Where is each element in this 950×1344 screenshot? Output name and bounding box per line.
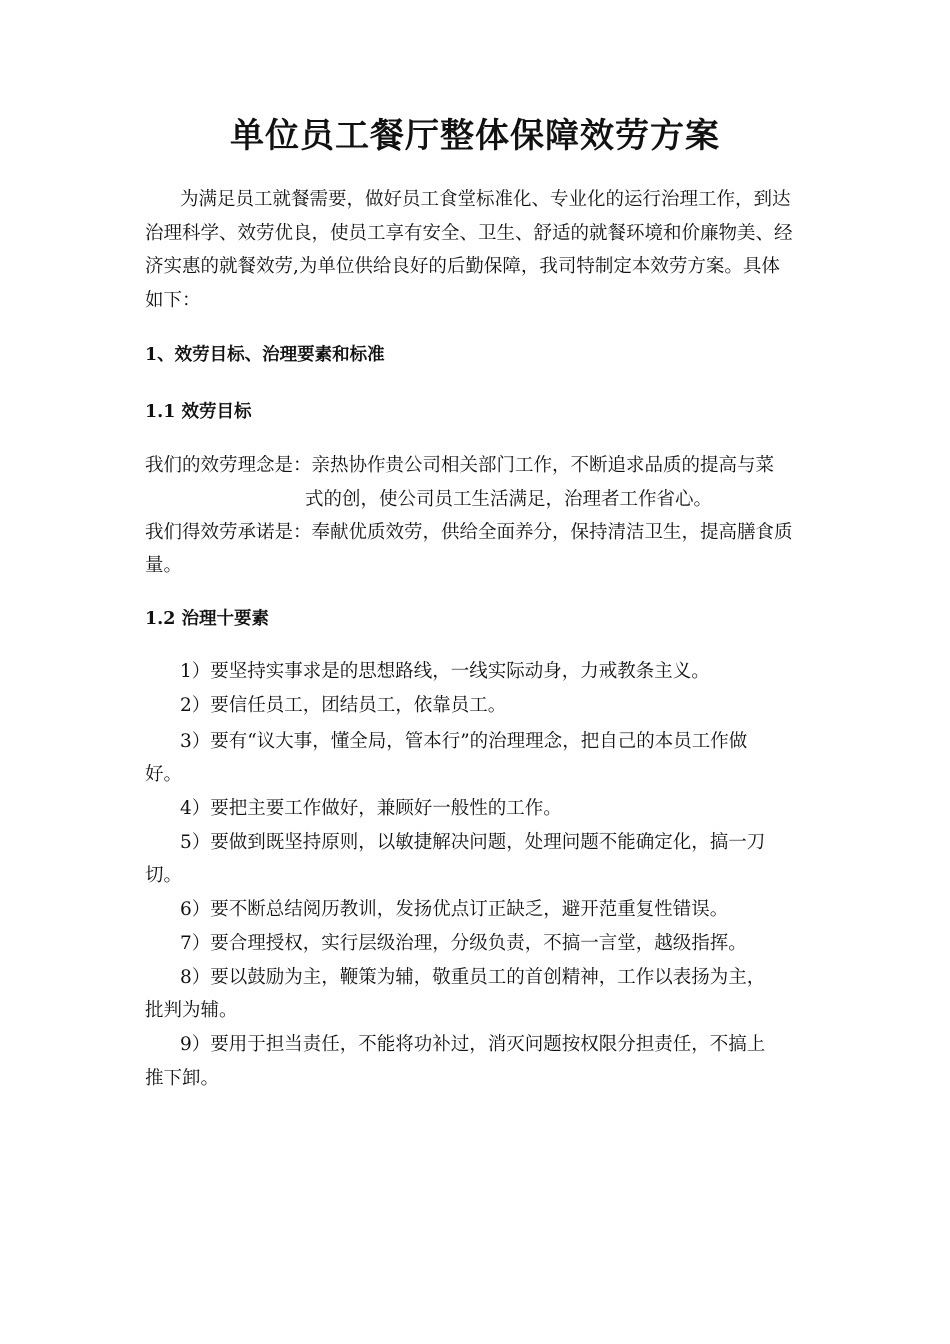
document-title: 单位员工餐厅整体保障效劳方案 [230,116,720,156]
list-item: 7）要合理授权，实行层级治理，分级负责，不搞一言堂，越级指挥。 [180,933,747,954]
promise-line-1: 我们得效劳承诺是：奉献优质效劳，供给全面养分，保持清洁卫生，提高膳食质 [145,522,793,543]
concept-line-1: 我们的效劳理念是：亲热协作贵公司相关部门工作，不断追求品质的提高与菜 [145,455,775,476]
concept-line-2: 式的创，使公司员工生活满足，治理者工作省心。 [305,489,713,510]
list-item: 5）要做到既坚持原则，以敏捷解决问题，处理问题不能确定化，搞一刀 [180,832,766,853]
list-item: 9）要用于担当责任，不能将功补过，消灭问题按权限分担责任，不搞上 [180,1034,766,1055]
promise-line-2: 量。 [145,555,183,576]
list-item: 1）要坚持实事求是的思想路线，一线实际动身，力戒教条主义。 [180,661,710,682]
list-item: 2）要信任员工，团结员工，依靠员工。 [180,695,507,716]
list-item: 6）要不断总结阅历教训，发扬优点订正缺乏，避开范重复性错误。 [180,899,729,920]
intro-line-3: 济实惠的就餐效劳,为单位供给良好的后勤保障，我司特制定本效劳方案。具体 [145,256,780,277]
intro-line-2: 治理科学、效劳优良，使员工享有安全、卫生、舒适的就餐环境和价廉物美、经 [145,223,793,244]
section-heading-1: 1、效劳目标、治理要素和标准 [145,345,385,365]
list-item-continuation: 推下卸。 [145,1068,220,1089]
section-heading-1-2: 1.2 治理十要素 [145,609,270,629]
list-item: 8）要以鼓励为主，鞭策为辅，敬重员工的首创精神，工作以表扬为主， [180,967,766,988]
intro-line-4: 如下： [145,290,201,311]
list-item-continuation: 切。 [145,865,183,886]
section-heading-1-1: 1.1 效劳目标 [145,402,252,422]
list-item: 4）要把主要工作做好，兼顾好一般性的工作。 [180,798,562,819]
intro-line-1: 为满足员工就餐需要，做好员工食堂标准化、专业化的运行治理工作，到达 [180,189,791,210]
list-item-continuation: 好。 [145,764,183,785]
list-item-continuation: 批判为辅。 [145,1000,238,1021]
list-item: 3）要有“议大事，懂全局，管本行”的治理理念，把自己的本员工作做 [180,731,748,752]
